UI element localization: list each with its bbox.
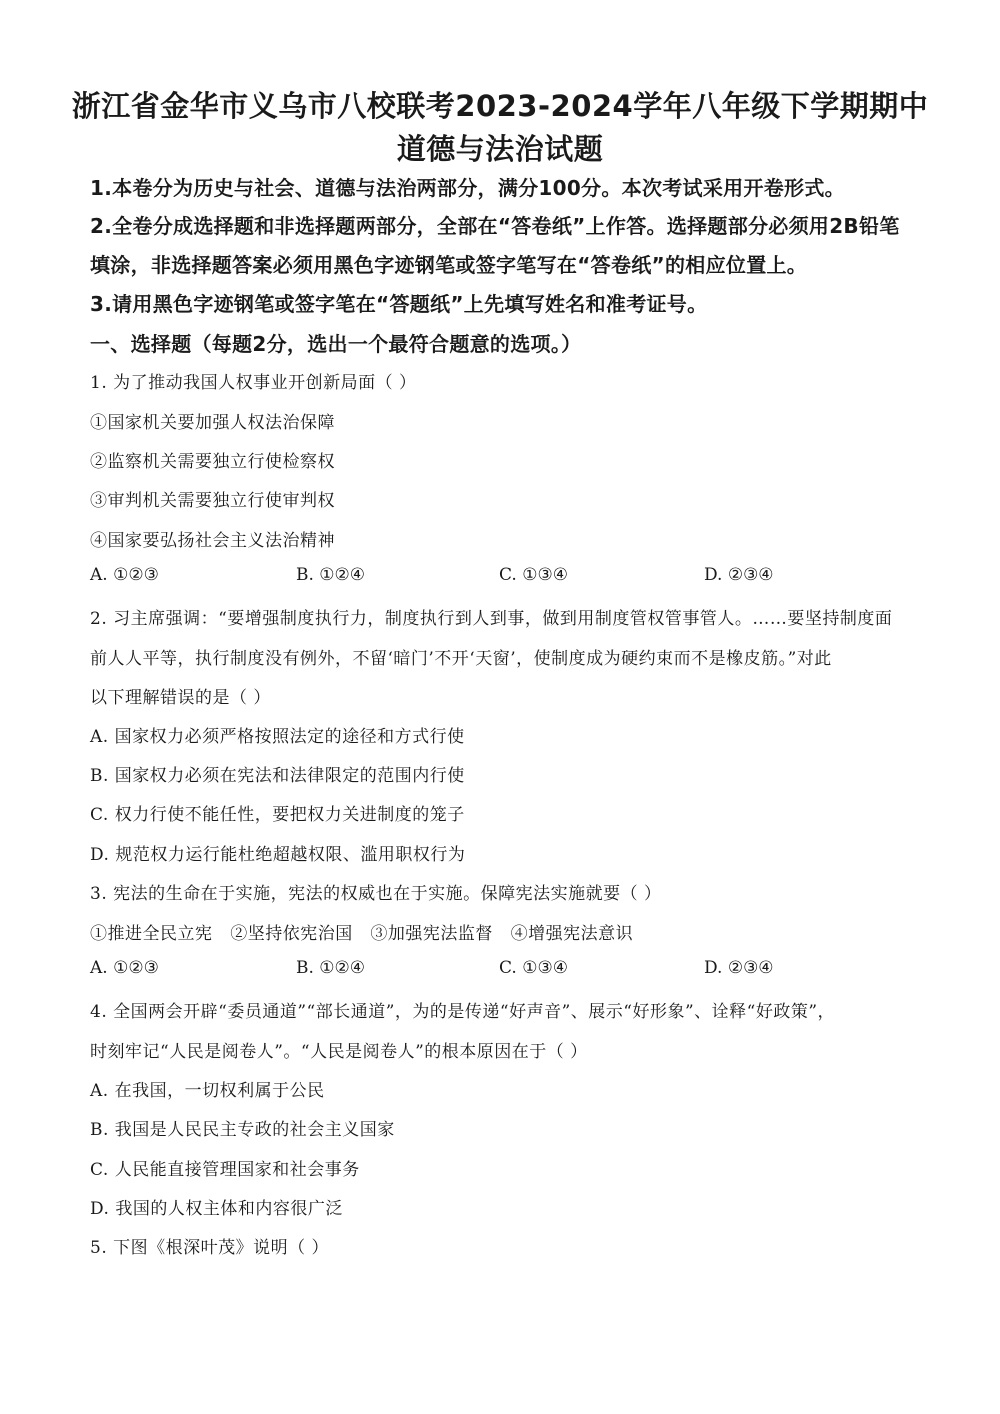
q1-option-d: D. ②③④	[704, 565, 774, 585]
q1-option-c: C. ①③④	[499, 565, 568, 585]
q2-stem-line2: 前人人平等，执行制度没有例外，不留‘暗门’不开‘天窗’，使制度成为硬约束而不是橡皮筋。”对此	[90, 649, 832, 669]
q1-option-b: B. ①②④	[296, 565, 366, 585]
q3-option-a: A. ①②③	[90, 958, 159, 978]
instruction-2: 2.全卷分成选择题和非选择题两部分，全部在“答卷纸”上作答。选择题部分必须用2B铅笔	[90, 214, 900, 238]
q2-option-b: B. 国家权力必须在宪法和法律限定的范围内行使	[90, 766, 465, 786]
q2-option-d: D. 规范权力运行能杜绝超越权限、滥用职权行为	[90, 845, 466, 865]
q3-option-c: C. ①③④	[499, 958, 568, 978]
q1-option-a: A. ①②③	[90, 565, 159, 585]
q3-option-d: D. ②③④	[704, 958, 774, 978]
q4-stem-line2: 时刻牢记“人民是阅卷人”。“人民是阅卷人”的根本原因在于（ ）	[90, 1042, 588, 1062]
exam-title-line2: 道德与法治试题	[396, 132, 604, 166]
q2-option-a: A. 国家权力必须严格按照法定的途径和方式行使	[90, 727, 465, 747]
q2-stem-line3: 以下理解错误的是（ ）	[90, 688, 271, 708]
section-heading: 一、选择题（每题2分，选出一个最符合题意的选项。）	[90, 332, 582, 356]
q1-item-1: ①国家机关要加强人权法治保障	[90, 413, 335, 433]
q2-option-c: C. 权力行使不能任性，要把权力关进制度的笼子	[90, 805, 465, 825]
q3-option-b: B. ①②④	[296, 958, 366, 978]
q1-stem: 1. 为了推动我国人权事业开创新局面（ ）	[90, 373, 417, 393]
q4-stem-line1: 4. 全国两会开辟“委员通道”“部长通道”，为的是传递“好声音”、展示“好形象”、诠释“好政策”，	[90, 1002, 836, 1022]
q4-option-d: D. 我国的人权主体和内容很广泛	[90, 1199, 343, 1219]
exam-title-line1: 浙江省金华市义乌市八校联考2023-2024学年八年级下学期期中	[71, 89, 929, 123]
q4-option-a: A. 在我国，一切权利属于公民	[90, 1081, 325, 1101]
q1-item-4: ④国家要弘扬社会主义法治精神	[90, 531, 335, 551]
q2-stem-line1: 2. 习主席强调：“要增强制度执行力，制度执行到人到事，做到用制度管权管事管人。……要坚持制度面	[90, 609, 893, 629]
q4-option-c: C. 人民能直接管理国家和社会事务	[90, 1160, 360, 1180]
q1-item-3: ③审判机关需要独立行使审判权	[90, 491, 335, 511]
instruction-1: 1.本卷分为历史与社会、道德与法治两部分，满分100分。本次考试采用开卷形式。	[90, 176, 845, 200]
q3-items: ①推进全民立宪 ②坚持依宪治国 ③加强宪法监督 ④增强宪法意识	[90, 924, 634, 944]
q4-option-b: B. 我国是人民民主专政的社会主义国家	[90, 1120, 395, 1140]
q1-item-2: ②监察机关需要独立行使检察权	[90, 452, 335, 472]
q5-stem: 5. 下图《根深叶茂》说明（ ）	[90, 1238, 330, 1258]
instruction-3: 3.请用黑色字迹钢笔或签字笔在“答题纸”上先填写姓名和准考证号。	[90, 292, 708, 316]
q3-stem: 3. 宪法的生命在于实施，宪法的权威也在于实施。保障宪法实施就要（ ）	[90, 884, 662, 904]
instruction-2-cont: 填涂，非选择题答案必须用黑色字迹钢笔或签字笔写在“答卷纸”的相应位置上。	[90, 253, 808, 277]
